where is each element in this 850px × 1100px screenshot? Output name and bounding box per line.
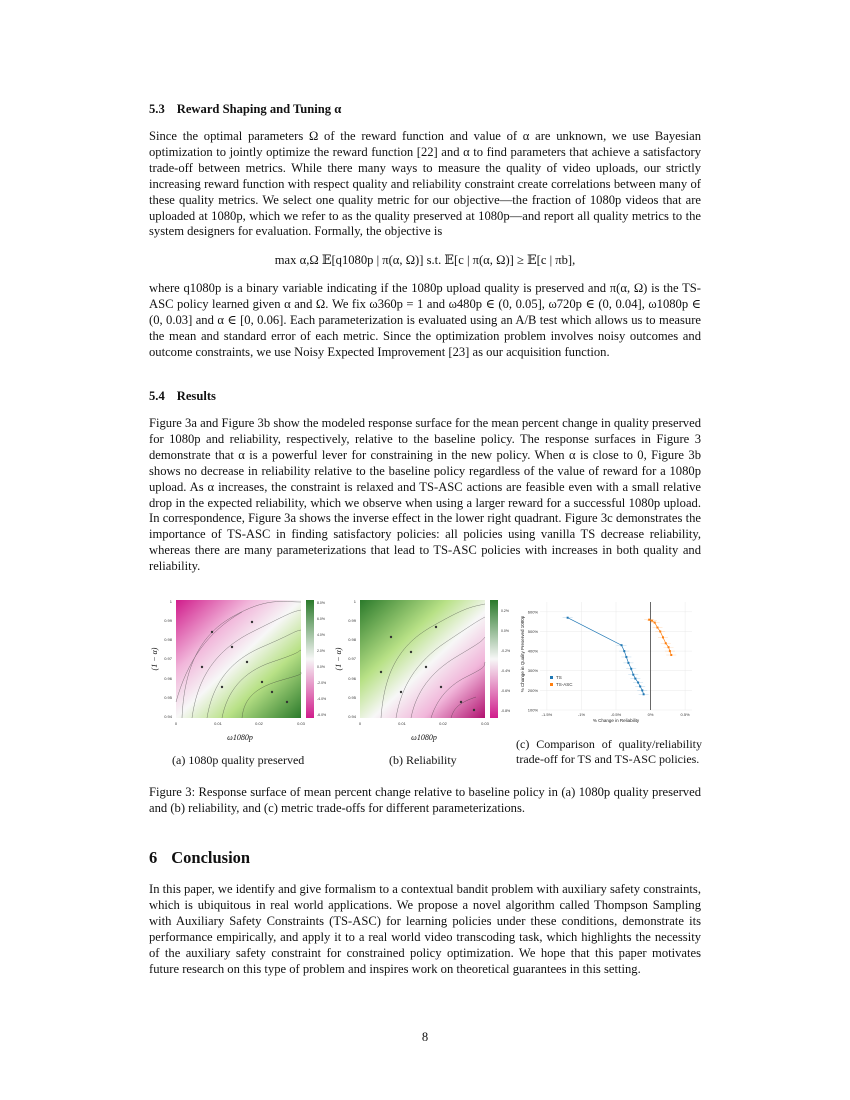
paragraph: where q1080p is a binary variable indicating if the 1080p upload quality is preserved and π(α, Ω) is the TS-ASC policy learned given α and Ω. We fix ω360p = 1 and ω480p ∈ (0, 0.05], ω720p ∈ (0, 0.04], ω1080p ∈ (0, 0.03] and α ∈ [0, 0.06]. Each parameterization is evaluated using an A/B test which allows us to measure the mean and standard error of each metric. Since the optimization problem involves noisy outcomes and outcome constraints, we use Noisy Expected Improvement [23] as our acquisition function. (149, 281, 701, 359)
grid (540, 602, 692, 710)
svg-text:0.0%: 0.0% (501, 629, 509, 633)
section-6-para (149, 882, 701, 977)
svg-text:1: 1 (353, 599, 356, 604)
equation: max α,Ω 𝔼[q1080p | π(α, Ω)] s.t. 𝔼[c | π(α, Ω)] ≥ 𝔼[c | πb], (274, 253, 576, 267)
svg-text:0.94: 0.94 (348, 714, 356, 719)
data-point-tsasc (665, 642, 667, 644)
section-title: Results (176, 389, 216, 403)
data-point-tsasc (669, 650, 671, 652)
x-ticks (359, 721, 490, 726)
x-ticks (175, 721, 306, 726)
svg-text:0.99: 0.99 (164, 618, 172, 623)
section-number: 5.4 (149, 389, 165, 403)
section-title: Reward Shaping and Tuning α (176, 102, 342, 116)
y-tick-label: 600% (527, 609, 538, 615)
section-number: 6 (149, 848, 158, 867)
y-axis-label: % Change in Quality Preserved 1080p (520, 615, 525, 693)
svg-text:-4.0%: -4.0% (317, 697, 327, 701)
svg-text:0.95: 0.95 (348, 695, 356, 700)
figure-3a (152, 592, 330, 747)
section-5-3-para2 (149, 281, 701, 361)
figure-3b (336, 592, 514, 747)
data-point-tsasc (651, 620, 653, 622)
section-number: 5.3 (149, 102, 165, 116)
legend-swatch-ts (550, 676, 553, 679)
x-axis-label: % Change in Reliability (592, 718, 640, 723)
data-point-ts (625, 656, 627, 658)
x-tick-label: 0.5% (680, 712, 690, 717)
legend-label-ts: TS (556, 675, 562, 680)
data-point-tsasc (648, 619, 650, 621)
svg-text:0.03: 0.03 (481, 721, 489, 726)
x-ticks (542, 712, 690, 717)
svg-text:-0.2%: -0.2% (501, 649, 511, 653)
data-point-tsasc (654, 622, 656, 624)
figure-3c (516, 592, 700, 732)
svg-text:-0.6%: -0.6% (501, 689, 511, 693)
svg-text:-2.0%: -2.0% (317, 681, 327, 685)
svg-text:8.0%: 8.0% (317, 601, 325, 605)
svg-text:0.98: 0.98 (164, 637, 172, 642)
legend-label-tsasc: TS-ASC (556, 682, 573, 687)
colorbar-ticks (317, 601, 326, 717)
svg-text:6.0%: 6.0% (317, 617, 325, 621)
y-axis-label: (1 − α) (150, 647, 159, 671)
x-tick-label: -1.5% (541, 712, 553, 717)
section-title: Conclusion (171, 848, 251, 867)
legend-swatch-tsasc (550, 683, 553, 686)
data-point-tsasc (659, 630, 661, 632)
y-tick-label: 200% (527, 687, 538, 693)
y-tick-label: 500% (527, 628, 538, 634)
svg-text:0.01: 0.01 (398, 721, 406, 726)
paragraph: In this paper, we identify and give formalism to a contextual bandit problem with auxiliary safety constraints, which is ubiquitous in real world applications. We propose a novel algorithm called Thompson Sampling with Auxiliary Safety Constraints (TS-ASC) for learning policies under these conditions, demonstrate its performance empirically, and apply it to a real world video transcoding task, which highlights the necessity of the auxiliary safety constraint for constrained policy optimization. We hope that this paper motivates future research on this type of problem and inspires work on theoretical guarantees in this setting. (149, 882, 701, 976)
svg-text:-6.0%: -6.0% (317, 713, 327, 717)
svg-text:0.96: 0.96 (348, 676, 356, 681)
section-6-heading (149, 848, 701, 868)
y-tick-label: 300% (527, 668, 538, 674)
svg-text:2.0%: 2.0% (317, 649, 325, 653)
svg-text:0.02: 0.02 (439, 721, 447, 726)
data-point-ts (630, 668, 632, 670)
y-ticks (348, 599, 357, 719)
section-5-4-para (149, 416, 701, 575)
y-tick-label: 400% (527, 648, 538, 654)
legend (550, 675, 573, 687)
svg-text:0.2%: 0.2% (501, 609, 509, 613)
data-point-tsasc (656, 627, 658, 629)
data-point-tsasc (668, 646, 670, 648)
y-ticks (528, 609, 539, 712)
svg-text:0: 0 (174, 721, 178, 726)
x-axis-label: ω1080p (411, 733, 437, 742)
colorbar (490, 600, 498, 718)
surface-plot (360, 600, 485, 718)
data-point-ts (623, 650, 625, 652)
svg-text:-0.8%: -0.8% (501, 709, 511, 713)
data-points (563, 617, 677, 696)
svg-text:0.95: 0.95 (164, 695, 172, 700)
svg-text:0: 0 (358, 721, 362, 726)
svg-text:-0.4%: -0.4% (501, 669, 511, 673)
section-5-3-para1 (149, 129, 701, 240)
figure-3-caption: Figure 3: Response surface of mean percent change relative to baseline policy in (a) 1080p quality preserved and (b) reliability, and (c) metric trade-offs for different parameterizations. (149, 785, 701, 815)
section-5-4-heading (149, 388, 701, 404)
caption-3b: (b) Reliability (389, 753, 457, 767)
x-axis-label: ω1080p (227, 733, 253, 742)
data-point-ts (627, 662, 629, 664)
svg-text:0.97: 0.97 (348, 656, 356, 661)
svg-text:0.03: 0.03 (297, 721, 305, 726)
y-tick-label: 100% (527, 707, 538, 713)
svg-text:0.01: 0.01 (214, 721, 222, 726)
y-ticks (164, 599, 173, 719)
section-5-3-heading (149, 101, 701, 117)
svg-text:0.98: 0.98 (348, 637, 356, 642)
data-point-ts (634, 678, 636, 680)
data-point-ts (637, 682, 639, 684)
x-tick-label: 0% (647, 712, 654, 717)
x-tick-label: -0.5% (610, 712, 622, 717)
svg-text:0.97: 0.97 (164, 656, 172, 661)
paragraph: Figure 3a and Figure 3b show the modeled response surface for the mean percent change in quality preserved for 1080p and reliability, respectively, relative to the baseline policy. The response surfaces in Figure 3 demonstrate that α is a powerful lever for constraining in the new policy. When α is close to 0, Figure 3b shows no decrease in reliability relative to the baseline policy regardless of the value of reward for a 1080p upload. As α increases, the constraint is relaxed and TS-ASC actions are feasible even with a small relative drop in the expected reliability, which we observe when using a larger reward for a successful 1080p upload. In correspondence, Figure 3a shows the inverse effect in the lower right quadrant. Figure 3c demonstrates the importance of TS-ASC in finding satisfactory policies: all policies using vanilla TS decrease reliability, whereas there are many parameterizations that lead to TS-ASC policies with increases in both quality and reliability. (149, 416, 701, 574)
data-point-ts (641, 689, 643, 691)
data-point-ts (639, 685, 641, 687)
svg-text:0.0%: 0.0% (317, 665, 325, 669)
data-point-ts (632, 674, 634, 676)
y-axis-label: (1 − α) (334, 647, 343, 671)
page-number: 8 (421, 1030, 429, 1044)
colorbar-ticks (501, 609, 510, 713)
svg-text:0.02: 0.02 (255, 721, 263, 726)
svg-text:1: 1 (169, 599, 172, 604)
svg-text:0.96: 0.96 (164, 676, 172, 681)
data-point-tsasc (670, 654, 672, 656)
svg-text:4.0%: 4.0% (317, 633, 325, 637)
paragraph: Since the optimal parameters Ω of the reward function and value of α are unknown, we use Bayesian optimization to jointly optimize the reward function [22] and α to find parameters that achieve a satisfactory trade-off between metrics. While there many ways to measure the quality of video uploads, our strictly increasing reward function with respect quality and reliability constraint create correlations between many of these quality metrics. We select one quality metric for our objective—the fraction of 1080p videos that are uploaded at 1080p, which we refer to as the quality preserved at 1080p—and report all quality metrics to the system designers for evaluation. Formally, the objective is (149, 129, 701, 239)
series-line-ts (568, 618, 644, 695)
data-point-ts (643, 693, 645, 695)
svg-text:0.99: 0.99 (348, 618, 356, 623)
caption-3a: (a) 1080p quality preserved (172, 753, 305, 767)
data-point-ts (621, 644, 623, 646)
x-tick-label: -1% (577, 712, 586, 717)
data-point-ts (567, 617, 569, 619)
data-point-tsasc (662, 636, 664, 638)
svg-text:0.94: 0.94 (164, 714, 172, 719)
colorbar (306, 600, 314, 718)
surface-plot (176, 600, 301, 718)
caption-3c: (c) Comparison of quality/reliability trade-off for TS and TS-ASC policies. (516, 737, 702, 766)
